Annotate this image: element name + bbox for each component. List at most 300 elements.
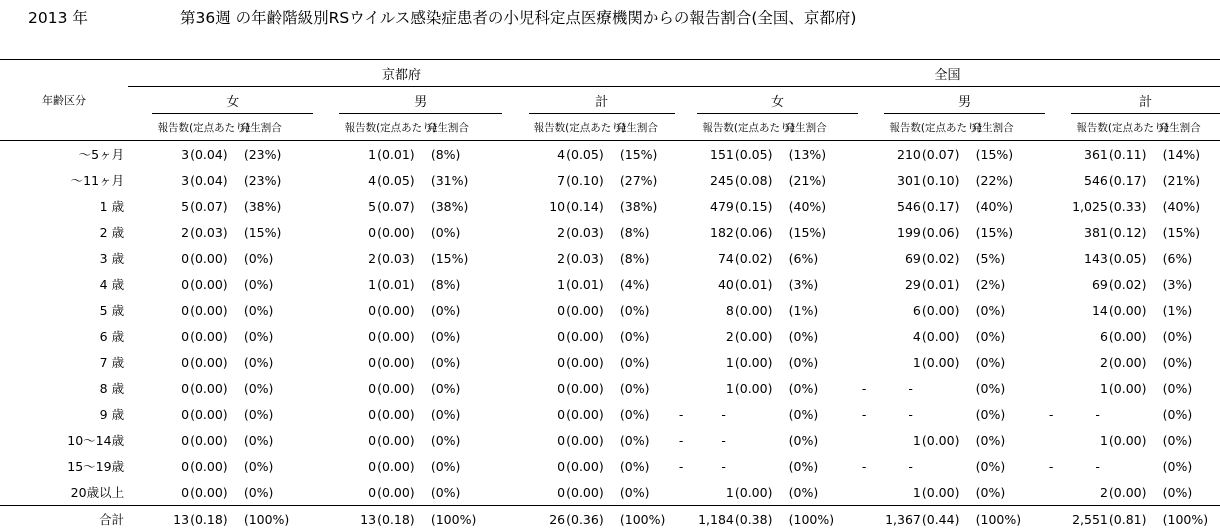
rate-cell: (0.00)	[565, 453, 612, 479]
rate-cell: (0.10)	[565, 167, 612, 193]
rate-cell: (0.03)	[565, 219, 612, 245]
table-row	[0, 401, 1220, 427]
per-site-header: (定点あたり)	[734, 114, 781, 141]
percent-cell: (0%)	[1155, 349, 1220, 375]
rate-cell: (0.01)	[734, 271, 781, 297]
rate-cell: (0.06)	[921, 219, 968, 245]
count-cell: 0	[152, 349, 189, 375]
percent-cell: (0%)	[423, 479, 502, 506]
sex-header: 計	[1071, 87, 1220, 114]
rate-cell: (0.00)	[376, 427, 423, 453]
percent-cell: (4%)	[612, 271, 675, 297]
rate-cell: -	[1071, 401, 1108, 427]
percent-cell: (38%)	[236, 193, 313, 219]
rate-cell: (0.02)	[1108, 271, 1155, 297]
count-cell: 479	[697, 193, 734, 219]
report-count-header: 報告数	[697, 114, 734, 141]
count-cell: 13	[339, 506, 376, 532]
percent-cell: (1%)	[781, 297, 858, 323]
percent-cell: (2%)	[968, 271, 1045, 297]
percent-cell: (22%)	[968, 167, 1045, 193]
count-cell: -	[675, 453, 697, 479]
percent-cell: (15%)	[423, 245, 502, 271]
percent-cell: (15%)	[968, 141, 1045, 168]
percent-cell: (0%)	[781, 479, 858, 506]
count-cell: 0	[339, 427, 376, 453]
percent-cell: (21%)	[1155, 167, 1220, 193]
percent-cell: (0%)	[612, 479, 675, 506]
rate-cell: (0.17)	[921, 193, 968, 219]
age-label: 20歳以上	[0, 479, 128, 506]
rate-cell: (0.00)	[565, 297, 612, 323]
percent-cell: (0%)	[236, 349, 313, 375]
rate-cell: (0.44)	[921, 506, 968, 532]
table-row	[0, 323, 1220, 349]
count-cell: 0	[529, 375, 566, 401]
rate-cell: -	[697, 453, 734, 479]
rate-cell: (0.02)	[921, 245, 968, 271]
rate-cell: (0.00)	[1108, 323, 1155, 349]
age-label: 10～14歳	[0, 427, 128, 453]
age-label: 4 歳	[0, 271, 128, 297]
rate-cell: (0.00)	[565, 349, 612, 375]
count-cell: 2	[529, 219, 566, 245]
count-cell: -	[858, 375, 884, 401]
rate-cell: (0.18)	[376, 506, 423, 532]
rate-cell: (0.04)	[189, 167, 236, 193]
count-cell: 301	[884, 167, 921, 193]
percent-cell: (31%)	[423, 167, 502, 193]
count-cell: 210	[884, 141, 921, 168]
percent-cell: (0%)	[781, 375, 858, 401]
count-cell: 1	[339, 141, 376, 168]
rate-cell: (0.02)	[734, 245, 781, 271]
count-cell: 0	[152, 297, 189, 323]
age-label: 8 歳	[0, 375, 128, 401]
count-cell: 245	[697, 167, 734, 193]
report-table	[0, 59, 1220, 532]
percent-cell: (0%)	[781, 427, 858, 453]
rate-cell: (0.00)	[376, 479, 423, 506]
percent-cell: (0%)	[236, 453, 313, 479]
percent-cell: (100%)	[612, 506, 675, 532]
rate-cell: (0.05)	[1108, 245, 1155, 271]
percent-cell: (0%)	[236, 271, 313, 297]
count-cell: 0	[339, 219, 376, 245]
percent-cell: (15%)	[781, 219, 858, 245]
count-cell: 2	[697, 323, 734, 349]
rate-cell: (0.00)	[734, 349, 781, 375]
count-cell: 546	[1071, 167, 1108, 193]
sex-header: 女	[152, 87, 313, 114]
count-cell: 40	[697, 271, 734, 297]
rate-cell: (0.00)	[734, 479, 781, 506]
rate-cell: (0.00)	[189, 453, 236, 479]
rate-cell: -	[697, 427, 734, 453]
rate-cell: (0.18)	[189, 506, 236, 532]
per-site-header: (定点あたり)	[921, 114, 968, 141]
percent-cell: (0%)	[612, 323, 675, 349]
count-cell: 29	[884, 271, 921, 297]
count-cell: -	[675, 401, 697, 427]
table-row	[0, 479, 1220, 506]
count-cell: -	[675, 427, 697, 453]
percent-cell: (40%)	[968, 193, 1045, 219]
report-year: 2013 年	[28, 6, 88, 28]
percent-cell: (38%)	[423, 193, 502, 219]
percent-cell: (0%)	[612, 401, 675, 427]
rate-cell: (0.11)	[1108, 141, 1155, 168]
percent-cell: (21%)	[781, 167, 858, 193]
table-row	[0, 349, 1220, 375]
age-label: ～5ヶ月	[0, 141, 128, 168]
rate-cell: (0.14)	[565, 193, 612, 219]
count-cell: 1,025	[1071, 193, 1108, 219]
rate-cell: (0.81)	[1108, 506, 1155, 532]
report-count-header: 報告数	[339, 114, 376, 141]
rate-cell: (0.00)	[734, 323, 781, 349]
percent-cell: (0%)	[1155, 375, 1220, 401]
rate-cell: (0.00)	[565, 401, 612, 427]
rate-cell: (0.00)	[189, 271, 236, 297]
percent-cell: (0%)	[423, 401, 502, 427]
age-label: 15～19歳	[0, 453, 128, 479]
count-cell: -	[858, 453, 884, 479]
percent-cell: (40%)	[1155, 193, 1220, 219]
rate-cell: (0.00)	[376, 401, 423, 427]
percent-cell: (3%)	[781, 271, 858, 297]
rate-cell: (0.04)	[189, 141, 236, 168]
percent-cell: (8%)	[423, 271, 502, 297]
percent-cell: (100%)	[1155, 506, 1220, 532]
count-cell: 0	[339, 453, 376, 479]
rate-cell: (0.00)	[189, 297, 236, 323]
count-cell: 3	[152, 141, 189, 168]
count-cell: 0	[152, 401, 189, 427]
rate-cell: (0.00)	[565, 323, 612, 349]
per-site-header: (定点あたり)	[376, 114, 423, 141]
count-cell: 0	[152, 323, 189, 349]
percent-cell: (13%)	[781, 141, 858, 168]
page-title: 第36週 の年齢階級別RSウイルス感染症患者の小児科定点医療機関からの報告割合(全国、京都府)	[180, 6, 856, 28]
percent-cell: (0%)	[968, 323, 1045, 349]
rate-cell: (0.01)	[376, 141, 423, 168]
rate-cell: (0.00)	[1108, 297, 1155, 323]
age-label: 合計	[0, 506, 128, 532]
count-cell: 0	[529, 297, 566, 323]
count-cell: 0	[339, 479, 376, 506]
rate-cell: -	[697, 401, 734, 427]
count-cell: 0	[529, 401, 566, 427]
percent-cell: (0%)	[781, 401, 858, 427]
count-cell: 199	[884, 219, 921, 245]
table-row	[0, 167, 1220, 193]
rate-cell: (0.00)	[189, 479, 236, 506]
per-site-header: (定点あたり)	[1108, 114, 1155, 141]
percent-cell: (0%)	[612, 453, 675, 479]
per-site-header: (定点あたり)	[565, 114, 612, 141]
count-cell: 2	[339, 245, 376, 271]
rate-cell: (0.01)	[376, 271, 423, 297]
age-label: 1 歳	[0, 193, 128, 219]
rate-cell: (0.01)	[921, 271, 968, 297]
percent-cell: (0%)	[423, 427, 502, 453]
percent-cell: (0%)	[236, 479, 313, 506]
rate-cell: (0.03)	[376, 245, 423, 271]
percent-cell: (0%)	[612, 375, 675, 401]
report-count-header: 報告数	[152, 114, 189, 141]
count-cell: -	[858, 401, 884, 427]
count-cell: 1,367	[884, 506, 921, 532]
table-row	[0, 219, 1220, 245]
count-cell: 0	[152, 479, 189, 506]
percent-cell: (0%)	[612, 427, 675, 453]
percent-cell: (0%)	[968, 375, 1045, 401]
rate-header: 発生割合	[968, 114, 1045, 141]
table-row	[0, 141, 1220, 168]
percent-cell: (0%)	[968, 427, 1045, 453]
sex-header: 計	[529, 87, 675, 114]
rate-cell: (0.00)	[565, 375, 612, 401]
percent-cell: (8%)	[612, 219, 675, 245]
rate-cell: (0.00)	[734, 297, 781, 323]
percent-cell: (100%)	[968, 506, 1045, 532]
count-cell: 1	[1071, 375, 1108, 401]
rate-header: 発生割合	[781, 114, 858, 141]
percent-cell: (0%)	[1155, 427, 1220, 453]
sex-header: 男	[339, 87, 502, 114]
count-cell: 13	[152, 506, 189, 532]
percent-cell: (0%)	[236, 245, 313, 271]
rate-cell: (0.33)	[1108, 193, 1155, 219]
count-cell: 5	[339, 193, 376, 219]
rate-header: 発生割合	[612, 114, 675, 141]
count-cell: 3	[152, 167, 189, 193]
percent-cell: (0%)	[236, 323, 313, 349]
percent-cell: (38%)	[612, 193, 675, 219]
rate-cell: (0.00)	[189, 375, 236, 401]
percent-cell: (5%)	[968, 245, 1045, 271]
count-cell: 8	[697, 297, 734, 323]
percent-cell: (100%)	[781, 506, 858, 532]
percent-cell: (15%)	[612, 141, 675, 168]
percent-cell: (0%)	[1155, 401, 1220, 427]
count-cell: 2,551	[1071, 506, 1108, 532]
table-row	[0, 297, 1220, 323]
percent-cell: (0%)	[423, 453, 502, 479]
percent-cell: (0%)	[781, 453, 858, 479]
count-cell: 143	[1071, 245, 1108, 271]
table-row	[0, 375, 1220, 401]
rate-cell: (0.00)	[1108, 427, 1155, 453]
rate-cell: (0.05)	[565, 141, 612, 168]
rate-cell: (0.36)	[565, 506, 612, 532]
rate-cell: (0.00)	[189, 401, 236, 427]
percent-cell: (23%)	[236, 141, 313, 168]
count-cell: 69	[884, 245, 921, 271]
count-cell: 14	[1071, 297, 1108, 323]
total-row	[0, 506, 1220, 532]
rate-cell: (0.07)	[376, 193, 423, 219]
count-cell: 1	[884, 479, 921, 506]
rate-cell: (0.38)	[734, 506, 781, 532]
percent-cell: (0%)	[968, 479, 1045, 506]
rate-cell: (0.00)	[189, 427, 236, 453]
percent-cell: (0%)	[236, 375, 313, 401]
count-cell: 1	[529, 271, 566, 297]
rate-cell: (0.00)	[1108, 479, 1155, 506]
count-cell: 1	[697, 349, 734, 375]
count-cell: 4	[339, 167, 376, 193]
table-row	[0, 193, 1220, 219]
rate-header: 発生割合	[236, 114, 313, 141]
percent-cell: (100%)	[236, 506, 313, 532]
count-cell: 2	[1071, 479, 1108, 506]
rate-cell: -	[884, 375, 921, 401]
percent-cell: (6%)	[1155, 245, 1220, 271]
group-header-kyoto: 京都府	[128, 60, 675, 87]
percent-cell: (0%)	[968, 297, 1045, 323]
table-row	[0, 271, 1220, 297]
count-cell: 0	[152, 245, 189, 271]
age-label: 2 歳	[0, 219, 128, 245]
sex-header: 男	[884, 87, 1045, 114]
percent-cell: (15%)	[968, 219, 1045, 245]
count-cell: 7	[529, 167, 566, 193]
rate-header: 発生割合	[423, 114, 502, 141]
percent-cell: (0%)	[612, 297, 675, 323]
percent-cell: (0%)	[423, 349, 502, 375]
rate-cell: (0.05)	[376, 167, 423, 193]
rate-cell: (0.10)	[921, 167, 968, 193]
percent-cell: (40%)	[781, 193, 858, 219]
percent-cell: (0%)	[968, 401, 1045, 427]
rate-cell: (0.00)	[1108, 375, 1155, 401]
rate-cell: (0.00)	[921, 479, 968, 506]
count-cell: 69	[1071, 271, 1108, 297]
rate-cell: (0.07)	[189, 193, 236, 219]
rate-cell: (0.12)	[1108, 219, 1155, 245]
rate-cell: (0.03)	[189, 219, 236, 245]
percent-cell: (0%)	[423, 297, 502, 323]
percent-cell: (0%)	[236, 297, 313, 323]
percent-cell: (0%)	[968, 349, 1045, 375]
count-cell: 0	[152, 375, 189, 401]
table-row	[0, 453, 1220, 479]
rate-cell: -	[884, 401, 921, 427]
count-cell: 1	[339, 271, 376, 297]
percent-cell: (0%)	[1155, 479, 1220, 506]
percent-cell: (14%)	[1155, 141, 1220, 168]
rate-cell: (0.00)	[376, 323, 423, 349]
sex-header: 女	[697, 87, 858, 114]
count-cell: 0	[529, 349, 566, 375]
rate-cell: (0.00)	[376, 375, 423, 401]
rate-cell: (0.00)	[376, 453, 423, 479]
count-cell: 26	[529, 506, 566, 532]
count-cell: 1	[884, 427, 921, 453]
per-site-header: (定点あたり)	[189, 114, 236, 141]
percent-cell: (0%)	[423, 375, 502, 401]
age-label: 3 歳	[0, 245, 128, 271]
rate-cell: (0.03)	[565, 245, 612, 271]
percent-cell: (27%)	[612, 167, 675, 193]
group-header-national: 全国	[675, 60, 1220, 87]
rate-cell: (0.05)	[734, 141, 781, 168]
rate-cell: (0.00)	[1108, 349, 1155, 375]
report-count-header: 報告数	[884, 114, 921, 141]
count-cell: 2	[152, 219, 189, 245]
count-cell: 1	[1071, 427, 1108, 453]
count-cell: 1	[884, 349, 921, 375]
count-cell: 0	[529, 453, 566, 479]
rate-header: 発生割合	[1155, 114, 1220, 141]
title-bar	[0, 0, 1220, 40]
count-cell: 381	[1071, 219, 1108, 245]
percent-cell: (15%)	[236, 219, 313, 245]
percent-cell: (0%)	[1155, 453, 1220, 479]
rate-cell: (0.00)	[921, 323, 968, 349]
percent-cell: (0%)	[423, 219, 502, 245]
percent-cell: (100%)	[423, 506, 502, 532]
count-cell: 0	[152, 453, 189, 479]
rate-cell: -	[1071, 453, 1108, 479]
count-cell: 5	[152, 193, 189, 219]
count-cell: 1,184	[697, 506, 734, 532]
count-cell: 2	[529, 245, 566, 271]
percent-cell: (0%)	[1155, 323, 1220, 349]
rate-cell: (0.00)	[734, 375, 781, 401]
count-cell: 151	[697, 141, 734, 168]
age-label: 9 歳	[0, 401, 128, 427]
count-cell: 2	[1071, 349, 1108, 375]
percent-cell: (0%)	[423, 323, 502, 349]
rate-cell: (0.07)	[921, 141, 968, 168]
rate-cell: (0.00)	[189, 245, 236, 271]
table-row	[0, 427, 1220, 453]
count-cell: 546	[884, 193, 921, 219]
percent-cell: (23%)	[236, 167, 313, 193]
count-cell: 0	[529, 479, 566, 506]
count-cell: 361	[1071, 141, 1108, 168]
rate-cell: (0.00)	[565, 427, 612, 453]
count-cell: 4	[529, 141, 566, 168]
age-label: ～11ヶ月	[0, 167, 128, 193]
rate-cell: (0.17)	[1108, 167, 1155, 193]
report-count-header: 報告数	[529, 114, 566, 141]
count-cell: 0	[339, 323, 376, 349]
age-label: 6 歳	[0, 323, 128, 349]
count-cell: 0	[529, 427, 566, 453]
age-label: 5 歳	[0, 297, 128, 323]
rate-cell: (0.00)	[376, 297, 423, 323]
percent-cell: (0%)	[968, 453, 1045, 479]
count-cell: 6	[1071, 323, 1108, 349]
rate-cell: (0.00)	[921, 427, 968, 453]
percent-cell: (15%)	[1155, 219, 1220, 245]
count-cell: 0	[529, 323, 566, 349]
percent-cell: (1%)	[1155, 297, 1220, 323]
rate-cell: (0.00)	[921, 297, 968, 323]
rate-cell: (0.00)	[565, 479, 612, 506]
count-cell: 0	[339, 297, 376, 323]
rate-cell: (0.00)	[921, 349, 968, 375]
count-cell: 0	[152, 271, 189, 297]
count-cell: 0	[339, 375, 376, 401]
rate-cell: -	[884, 453, 921, 479]
count-cell: 0	[339, 401, 376, 427]
rate-cell: (0.00)	[189, 323, 236, 349]
